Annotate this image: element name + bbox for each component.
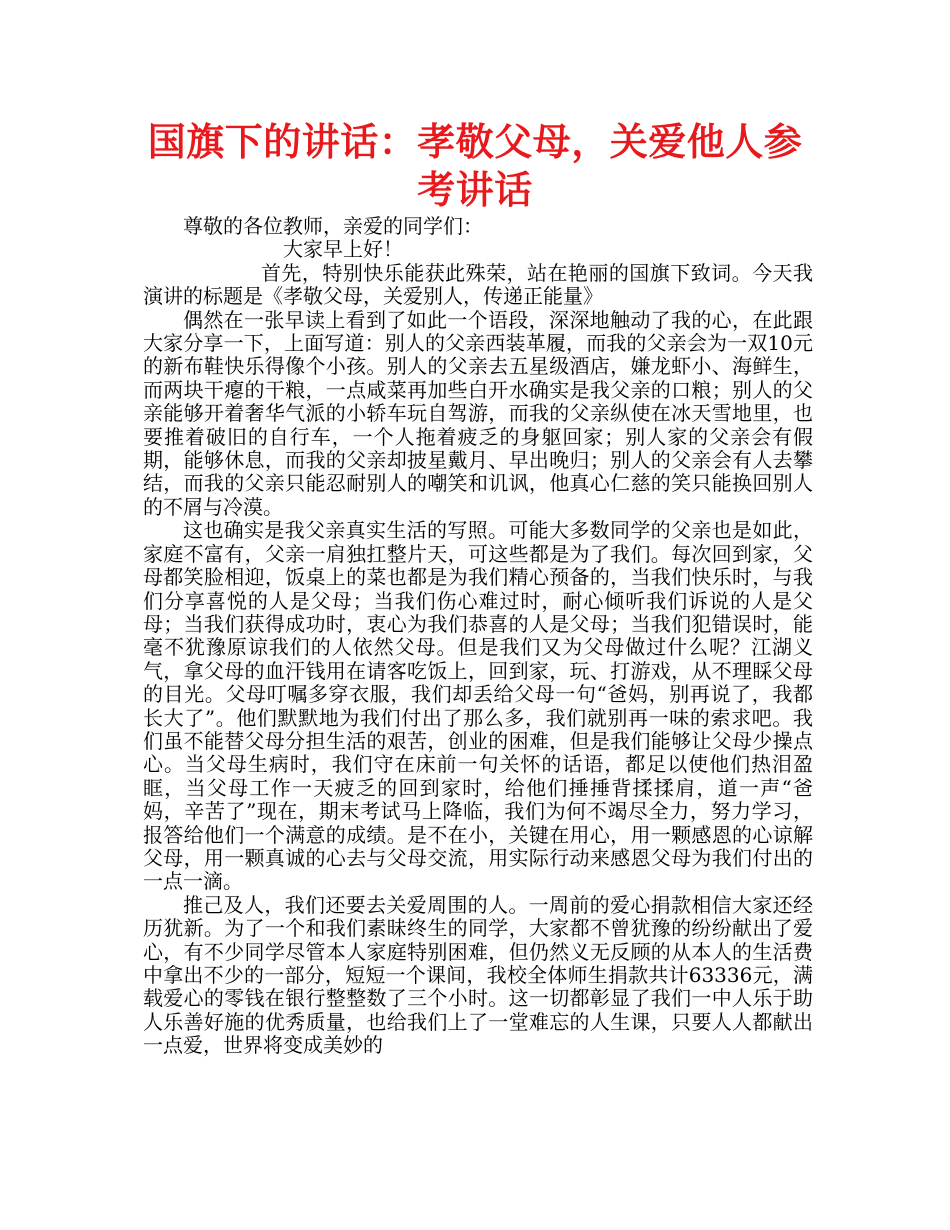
greeting: 大家早上好！	[283, 237, 403, 262]
paragraph-intro: 首先，特别快乐能获此殊荣，站在艳丽的国旗下致词。今天我演讲的标题是《孝敬父母，关爱别人，传递正能量》	[143, 260, 813, 309]
document-body	[143, 215, 813, 1058]
salutation: 尊敬的各位教师，亲爱的同学们：	[183, 214, 483, 238]
paragraph-parents: 这也确实是我父亲真实生活的写照。可能大多数同学的父亲也是如此，家庭不富有，父亲一肩独扛整片天，可这些都是为了我们。每次回到家，父母都笑脸相迎，饭桌上的菜也都是为我们精心预备的，当我们快乐时，与我们分享喜悦的人是父母；当我们伤心难过时，耐心倾听我们诉说的人是父母；当我们获得成功时，衷心为我们恭喜的人是父母；当我们犯错误时，能毫不犹豫原谅我们的人依然父母。但是我们又为父母做过什么呢？江湖义气，拿父母的血汗钱用在请客吃饭上，回到家，玩、打游戏，从不理睬父母的目光。父母叮嘱多穿衣服，我们却丢给父母一句“爸妈，别再说了，我都长大了”。他们默默地为我们付出了那么多，我们就别再一味的索求吧。我们虽不能替父母分担生活的艰苦，创业的困难，但是我们能够让父母少操点心。当父母生病时，我们守在床前一句关怀的话语，都足以使他们热泪盈眶，当父母工作一天疲乏的回到家时，给他们捶捶背揉揉肩，道一声“爸妈，辛苦了”现在，期末考试马上降临，我们为何不竭尽全力，努力学习，报答给他们一个满意的成绩。是不在小，关键在用心，用一颗感恩的心谅解父母，用一颗真诚的心去与父母交流，用实际行动来感恩父母为我们付出的一点一滴。	[143, 518, 813, 894]
paragraph-father-story: 偶然在一张早读上看到了如此一个语段，深深地触动了我的心，在此跟大家分享一下，上面写道：别人的父亲西装革履，而我的父亲会为一双10元的新布鞋快乐得像个小孩。别人的父亲去五星级酒店，嫌龙虾小、海鲜生，而两块干瘪的干粮，一点咸菜再加些白开水确实是我父亲的口粮；别人的父亲能够开着奢华气派的小轿车玩自驾游，而我的父亲纵使在冰天雪地里，也要推着破旧的自行车，一个人拖着疲乏的身躯回家；别人家的父亲会有假期，能够休息，而我的父亲却披星戴月、早出晚归；别人的父亲会有人去攀结，而我的父亲只能忍耐别人的嘲笑和讥讽，他真心仁慈的笑只能换回别人的不屑与冷漠。	[143, 307, 813, 519]
paragraph-care-others: 推己及人，我们还要去关爱周围的人。一周前的爱心捐款相信大家还经历犹新。为了一个和我们素昧终生的同学，大家都不曾犹豫的纷纷献出了爱心，有不少同学尽管本人家庭特别困难，但仍然义无反顾的从本人的生活费中拿出不少的一部分，短短一个课间，我校全体师生捐款共计63336元，满载爱心的零钱在银行整整数了三个小时。这一切都彰显了我们一中人乐于助人乐善好施的优秀质量，也给我们上了一堂难忘的人生课，只要人人都献出一点爱，世界将变成美妙的	[143, 892, 813, 1058]
document-title: 国旗下的讲话：孝敬父母，关爱他人参考讲话	[147, 120, 803, 212]
